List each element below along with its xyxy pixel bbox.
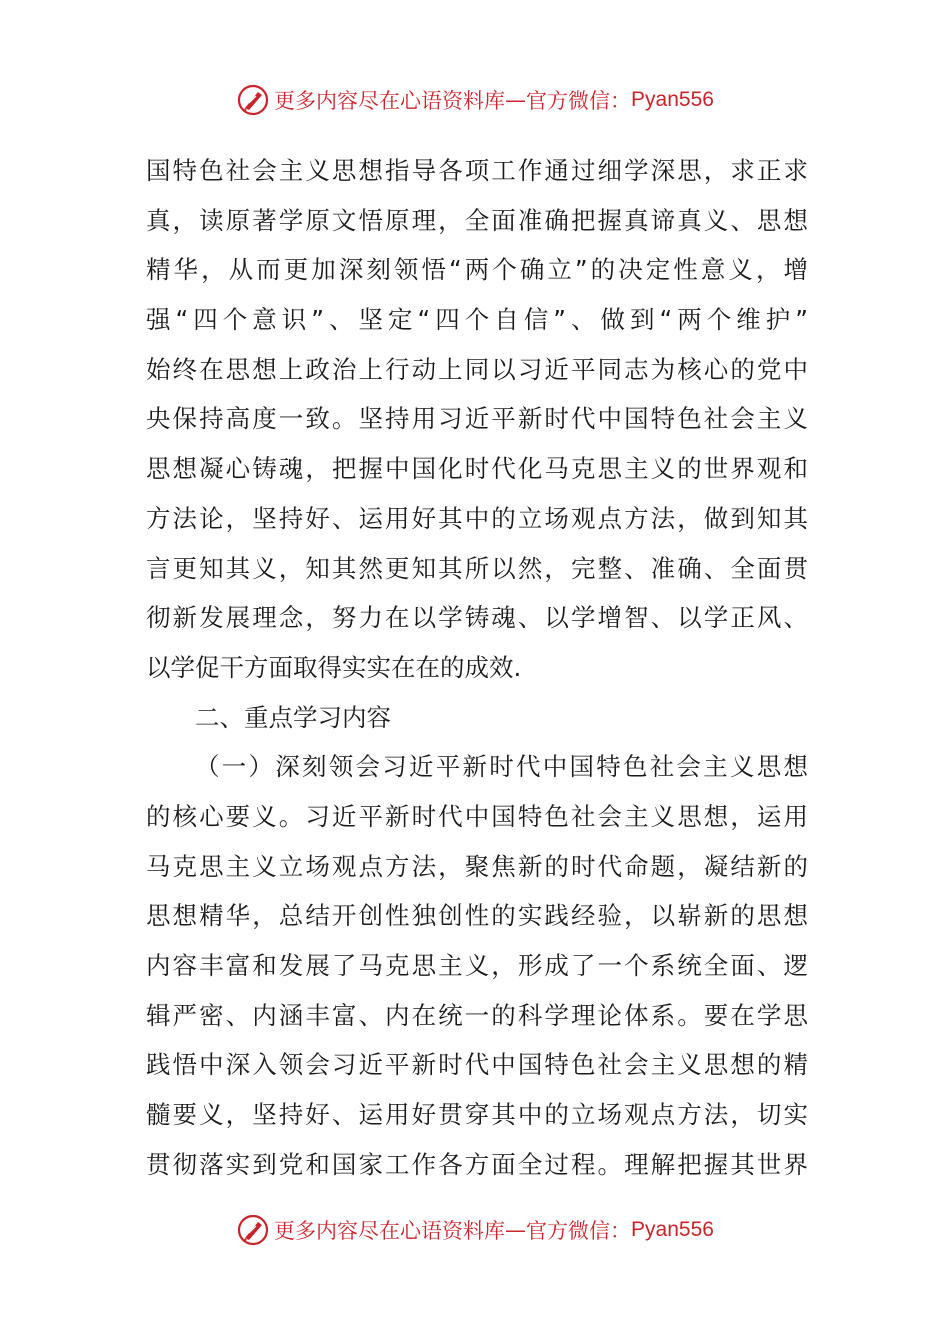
text-line: 央保持高度一致。坚持用习近平新时代中国特色社会主义 [146, 404, 808, 434]
text-line: 贯彻落实到党和国家工作各方面全过程。理解把握其世界 [146, 1149, 808, 1179]
watermark-wechat-label: 官方微信： [526, 1219, 632, 1243]
section-heading: 二、重点学习内容 [195, 702, 391, 732]
header-watermark [0, 80, 950, 120]
text-line: 践悟中深入领会习近平新时代中国特色社会主义思想的精 [146, 1050, 808, 1080]
watermark-separator: — [505, 88, 527, 112]
text-line: 真，读原著学原文悟原理，全面准确把握真谛真义、思想 [146, 205, 808, 235]
watermark-wechat-id: Pyan556 [631, 1218, 714, 1241]
text-line: 始终在思想上政治上行动上同以习近平同志为核心的党中 [146, 354, 808, 384]
text-line: 内容丰富和发展了马克思主义，形成了一个系统全面、逻 [146, 951, 808, 980]
pen-nib-logo-icon [236, 83, 270, 117]
text-line: 髓要义，坚持好、运用好贯穿其中的立场观点方法，切实 [146, 1100, 808, 1130]
text-line: 思想凝心铸魂，把握中国化时代化马克思主义的世界观和 [146, 454, 808, 484]
text-line: 国特色社会主义思想指导各项工作通过细学深思，求正求 [146, 156, 808, 185]
text-line: 强“四个意识”、坚定“四个自信”、做到“两个维护” [146, 305, 808, 335]
text-line: 辑严密、内涵丰富、内在统一的科学理论体系。要在学思 [146, 1000, 808, 1030]
watermark-wechat-label: 官方微信： [526, 89, 632, 113]
text-line: 彻新发展理念，努力在以学铸魂、以学增智、以学正风、 [146, 603, 808, 633]
text-line: 马克思主义立场观点方法，聚焦新的时代命题，凝结新的 [146, 851, 808, 881]
text-line: 方法论，坚持好、运用好其中的立场观点方法，做到知其 [146, 503, 808, 533]
pen-nib-logo-icon [236, 1213, 270, 1247]
watermark-site-text: 更多内容尽在心语资料库 [274, 1219, 506, 1243]
text-line: 思想精华，总结开创性独创性的实践经验，以崭新的思想 [146, 901, 808, 931]
document-body [146, 146, 808, 1189]
text-line: 精华，从而更加深刻领悟“两个确立”的决定性意义，增 [146, 255, 808, 285]
watermark-separator: — [505, 1218, 527, 1242]
text-line: 言更知其义，知其然更知其所以然，完整、准确、全面贯 [146, 553, 808, 583]
paragraph-1 [146, 146, 808, 693]
paragraph-2 [146, 742, 808, 1189]
text-line: 以学促干方面取得实实在在的成效. [146, 652, 522, 682]
watermark-wechat-id: Pyan556 [631, 88, 714, 111]
text-line: （一）深刻领会习近平新时代中国特色社会主义思想 [195, 752, 808, 782]
footer-watermark [0, 1210, 950, 1250]
text-line: 的核心要义。习近平新时代中国特色社会主义思想，运用 [146, 801, 808, 831]
watermark-site-text: 更多内容尽在心语资料库 [274, 89, 506, 113]
